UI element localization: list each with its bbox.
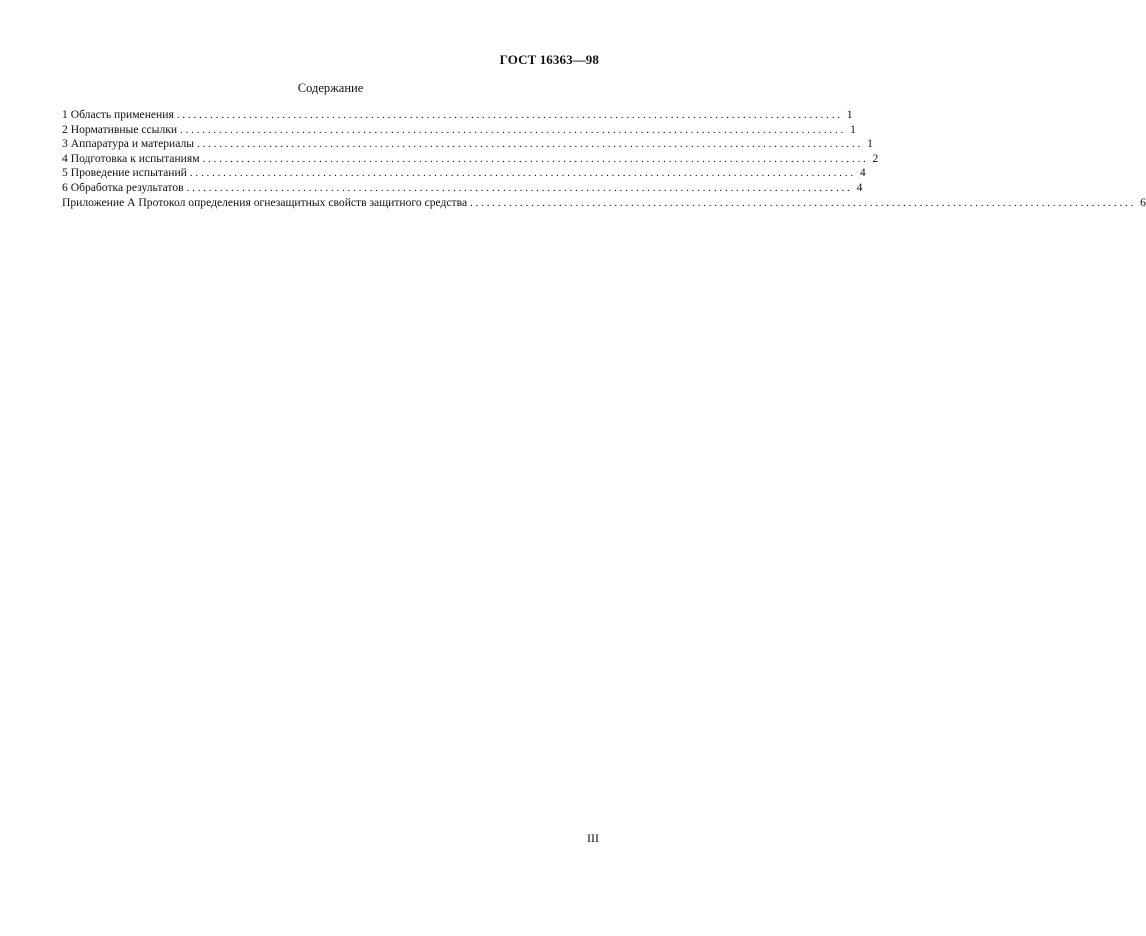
toc-row[interactable] (62, 122, 856, 138)
toc-row[interactable] (62, 137, 873, 152)
toc-row[interactable] (62, 166, 866, 181)
toc-leader-dots: ........................................................................................................................ (189, 167, 856, 180)
toc-leader-dots: ........................................................................................................................ (180, 123, 847, 136)
toc-entry-label: Приложение А Протокол определения огнезащитных свойств защитного средства (62, 195, 468, 209)
toc-entry-page: 4 (856, 180, 863, 194)
toc-entry-page: 1 (850, 122, 856, 136)
page-number: III (587, 831, 599, 845)
toc-leader-dots: ........................................................................................................................ (197, 138, 864, 151)
toc-leader-dots: ........................................................................................................................ (202, 152, 869, 165)
toc-entry-page: 1 (846, 108, 853, 121)
toc-entry-page: 2 (872, 151, 879, 165)
toc-entry-label: 3 Аппаратура и материалы (62, 137, 195, 151)
toc-leader-dots: ........................................................................................................................ (176, 109, 843, 121)
toc-entry-page: 6 (1140, 195, 1146, 209)
toc-leader-dots: ........................................................................................................................ (186, 181, 853, 194)
toc-entry-label: 1 Область применения (62, 108, 174, 121)
toc-entry-label: 6 Обработка результатов (62, 180, 184, 194)
toc-title: Содержание (297, 81, 364, 95)
toc-entry-page: 4 (859, 166, 866, 180)
standard-code: ГОСТ 16363—98 (499, 52, 599, 67)
toc-row[interactable] (62, 180, 863, 196)
table-of-contents (62, 108, 1146, 210)
toc-leader-dots: ........................................................................................................................ (470, 196, 1137, 209)
toc-entry-label: 4 Подготовка к испытаниям (62, 151, 200, 165)
toc-row[interactable] (62, 108, 853, 123)
toc-entry-label: 5 Проведение испытаний (62, 166, 187, 180)
toc-row[interactable] (62, 151, 879, 167)
toc-row[interactable] (62, 195, 1146, 211)
toc-entry-page: 1 (867, 137, 873, 151)
toc-entry-label: 2 Нормативные ссылки (62, 122, 178, 136)
